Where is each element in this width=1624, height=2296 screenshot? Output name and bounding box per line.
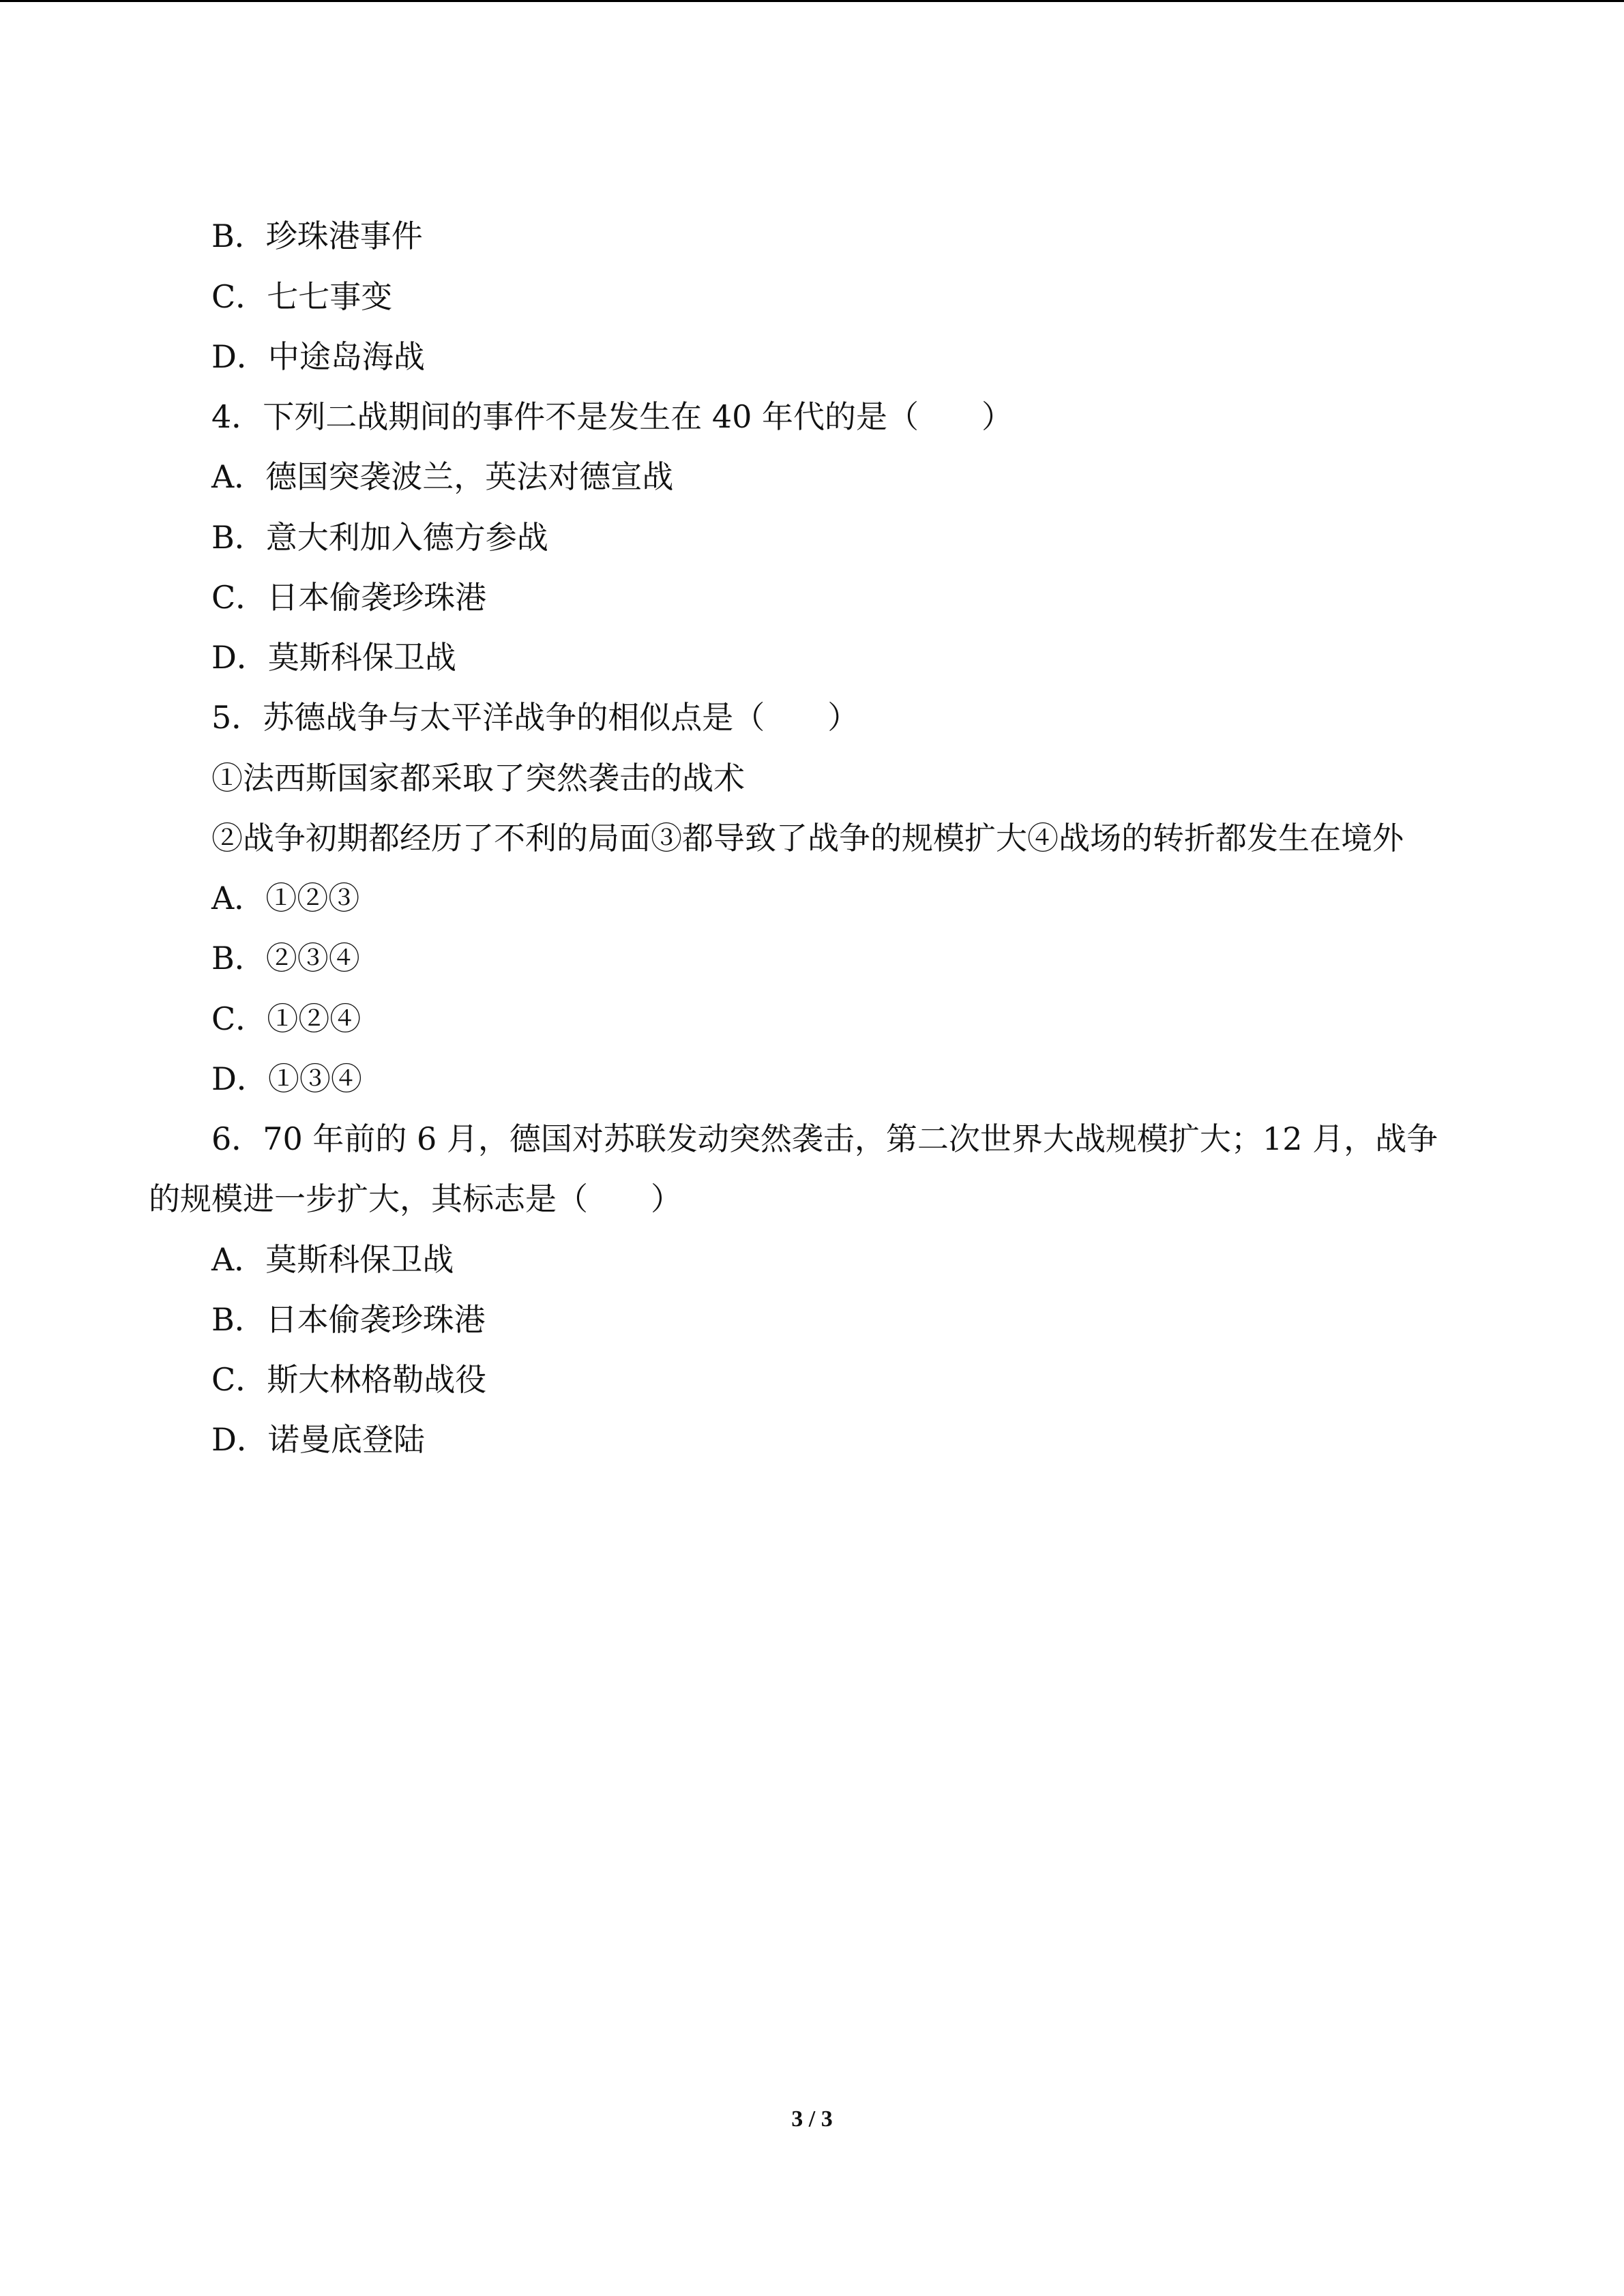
option-line: C．斯大林格勒战役	[211, 1361, 487, 1398]
option-line: A．①②③	[211, 880, 360, 916]
question-line-continued: 的规模进一步扩大，其标志是（ ）	[149, 1180, 682, 1217]
question-line: 6．70 年前的 6 月，德国对苏联发动突然袭击，第二次世界大战规模扩大；12 月，战争	[211, 1120, 1438, 1157]
option-line: D．中途岛海战	[211, 338, 425, 375]
option-line: B．珍珠港事件	[211, 218, 423, 254]
option-line: C．①②④	[211, 1000, 361, 1037]
option-line: A．莫斯科保卫战	[211, 1241, 454, 1278]
option-line: B．②③④	[211, 940, 360, 976]
option-line: C．日本偷袭珍珠港	[211, 579, 487, 616]
option-line: B．意大利加入德方参战	[211, 519, 548, 556]
option-line: A．德国突袭波兰，英法对德宣战	[211, 458, 674, 495]
question-line: 4．下列二战期间的事件不是发生在 40 年代的是（ ）	[211, 398, 1014, 435]
option-line: B．日本偷袭珍珠港	[211, 1301, 486, 1338]
statement-line: ②战争初期都经历了不利的局面③都导致了战争的规模扩大④战场的转折都发生在境外	[211, 820, 1404, 856]
option-line: D．①③④	[211, 1060, 362, 1097]
option-line: D．诺曼底登陆	[211, 1421, 425, 1458]
question-line: 5．苏德战争与太平洋战争的相似点是（ ）	[211, 699, 859, 736]
statement-line: ①法西斯国家都采取了突然袭击的战术	[211, 760, 745, 796]
option-line: D．莫斯科保卫战	[211, 639, 456, 676]
page-number: 3 / 3	[791, 2106, 833, 2132]
option-line: C．七七事变	[211, 278, 393, 315]
